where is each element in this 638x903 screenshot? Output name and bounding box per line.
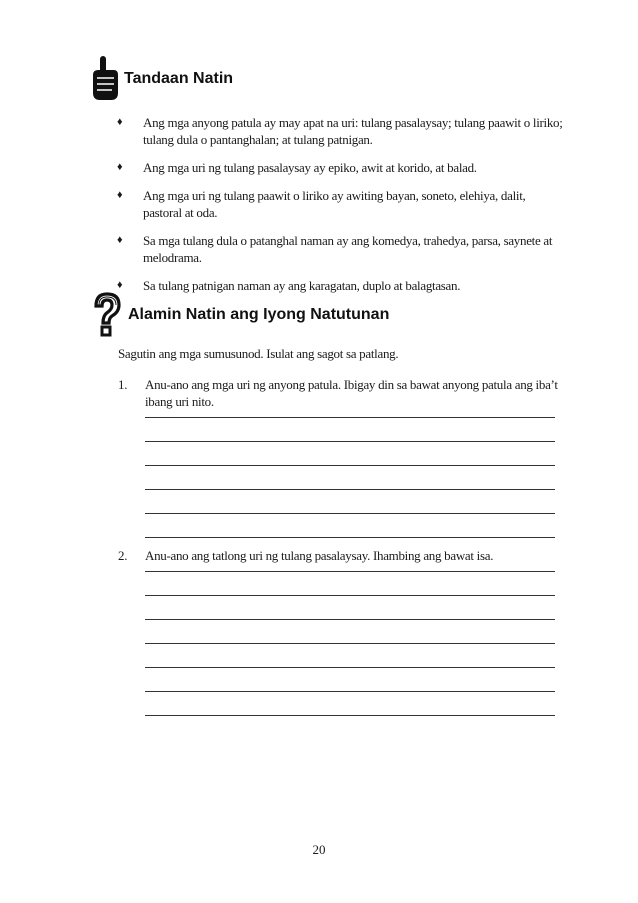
- question-number: 2.: [118, 548, 128, 563]
- question-mark-icon: [90, 292, 124, 338]
- answer-line[interactable]: [145, 618, 555, 620]
- answer-line[interactable]: [145, 416, 555, 418]
- diamond-bullet-icon: ♦: [117, 234, 123, 246]
- alamin-title: Alamin Natin ang Iyong Natutunan: [128, 306, 390, 323]
- question-text: Anu-ano ang mga uri ng anyong patula. Ibigay din sa bawat anyong patula ang iba’t ibang uri nito.: [145, 377, 558, 409]
- answer-line[interactable]: [145, 488, 555, 490]
- tandaan-title: Tandaan Natin: [124, 70, 234, 87]
- answer-line[interactable]: [145, 714, 555, 716]
- answer-line[interactable]: [145, 440, 555, 442]
- answer-line[interactable]: [145, 536, 555, 538]
- tandaan-header: [90, 55, 233, 103]
- list-item: ♦ Ang mga anyong patula ay may apat na uri: tulang pasalaysay; tulang paawit o liriko; tulang dula o pantanghalan; at tulang patnigan.: [117, 115, 563, 147]
- question-2: [118, 547, 558, 738]
- diamond-bullet-icon: ♦: [117, 161, 123, 173]
- tandaan-bullet-list: [117, 114, 567, 305]
- answer-line[interactable]: [145, 464, 555, 466]
- list-item: ♦ Ang mga uri ng tulang paawit o liriko ay awiting bayan, soneto, elehiya, dalit, pastoral at oda.: [117, 188, 526, 220]
- list-item: ♦ Sa tulang patnigan naman ay ang karagatan, duplo at balagtasan.: [117, 278, 461, 293]
- diamond-bullet-icon: ♦: [117, 116, 123, 128]
- diamond-bullet-icon: ♦: [117, 189, 123, 201]
- answer-line[interactable]: [145, 594, 555, 596]
- answer-line[interactable]: [145, 642, 555, 644]
- hand-pointing-icon: [90, 55, 120, 103]
- question-text: Anu-ano ang tatlong uri ng tulang pasalaysay. Ihambing ang bawat isa.: [145, 548, 494, 563]
- alamin-header: [90, 292, 389, 338]
- question-number: 1.: [118, 377, 128, 392]
- list-item: ♦ Ang mga uri ng tulang pasalaysay ay epiko, awit at korido, at balad.: [117, 160, 477, 175]
- answer-lines-2: [145, 570, 558, 716]
- answer-line[interactable]: [145, 666, 555, 668]
- answer-line[interactable]: [145, 512, 555, 514]
- question-1: [118, 376, 558, 560]
- answer-line[interactable]: [145, 570, 555, 572]
- answer-line[interactable]: [145, 690, 555, 692]
- list-item: ♦ Sa mga tulang dula o patanghal naman ay ang komedya, trahedya, parsa, saynete at melodrama.: [117, 233, 553, 265]
- instructions-text: Sagutin ang mga sumusunod. Isulat ang sagot sa patlang.: [118, 346, 399, 361]
- page-number: 20: [312, 842, 326, 857]
- answer-lines-1: [145, 416, 558, 538]
- diamond-bullet-icon: ♦: [117, 279, 123, 291]
